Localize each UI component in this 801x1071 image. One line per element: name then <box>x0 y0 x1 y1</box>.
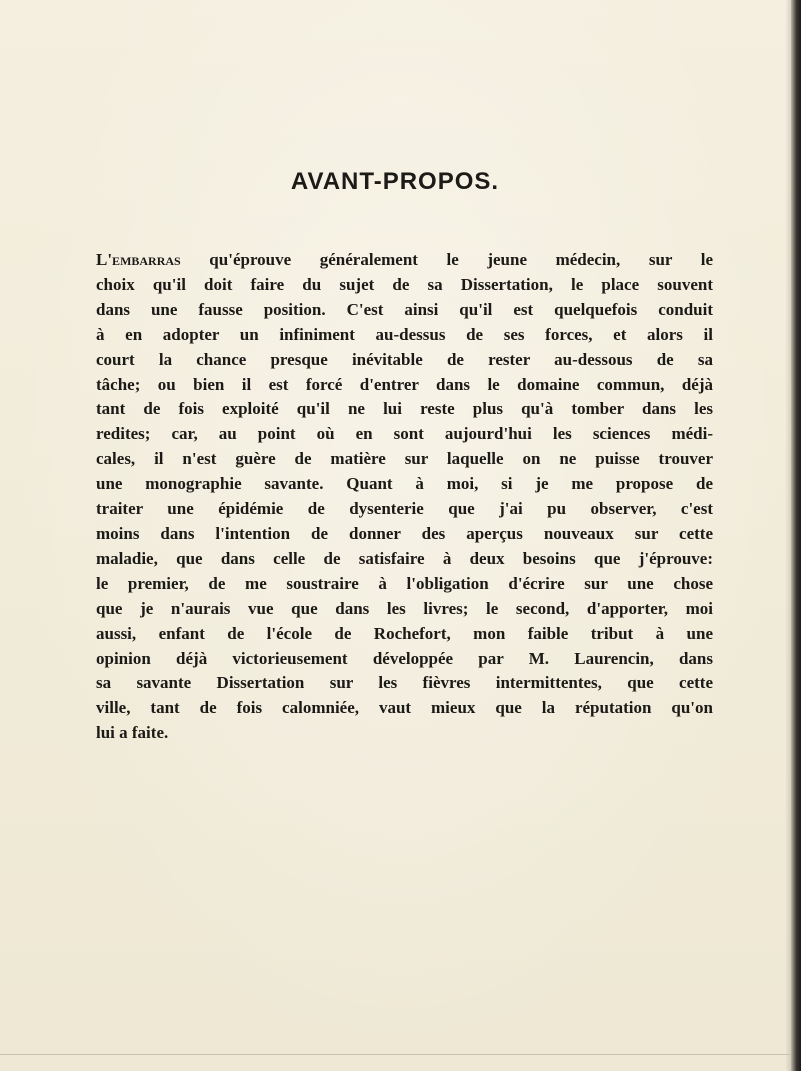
paragraph-line-last: lui a faite. <box>96 723 169 743</box>
paragraph-line: traiter une épidémie de dysenterie que j'ai pu observer, c'est <box>96 499 713 519</box>
page-bottom-edge <box>0 1054 790 1055</box>
paragraph-line: le premier, de me soustraire à l'obligation d'écrire sur une chose <box>96 573 713 593</box>
paragraph-line: choix qu'il doit faire du sujet de sa Dissertation, le place souvent <box>96 274 713 294</box>
page-title: AVANT-PROPOS. <box>290 168 500 195</box>
paragraph-line: maladie, que dans celle de satisfaire à deux besoins que j'éprouve: <box>96 548 713 568</box>
paragraph-line-1 <box>96 248 713 273</box>
paragraph-first-line-rest: qu'éprouve généralement le jeune médecin, sur le <box>180 250 713 269</box>
paragraph-line: aussi, enfant de l'école de Rochefort, mon faible tribut à une <box>96 623 713 643</box>
paragraph-line: ville, tant de fois calomniée, vaut mieux que la réputation qu'on <box>96 698 713 718</box>
paragraph-line: opinion déjà victorieusement développée par M. Laurencin, dans <box>96 648 713 668</box>
paragraph-line: dans une fausse position. C'est ainsi qu'il est quelquefois conduit <box>96 299 713 319</box>
paragraph-line: une monographie savante. Quant à moi, si je me propose de <box>96 474 713 494</box>
paragraph-line: moins dans l'intention de donner des aperçus nouveaux sur cette <box>96 523 713 543</box>
paragraph-line: sa savante Dissertation sur les fièvres intermittentes, que cette <box>96 673 713 693</box>
paragraph-line: tant de fois exploité qu'il ne lui reste plus qu'à tomber dans les <box>96 399 713 419</box>
paragraph-line: que je n'aurais vue que dans les livres; le second, d'apporter, moi <box>96 598 713 618</box>
paragraph-line: tâche; ou bien il est forcé d'entrer dans le domaine commun, déjà <box>96 374 713 394</box>
paragraph-line: court la chance presque inévitable de rester au-dessous de sa <box>96 349 713 369</box>
paragraph-line: à en adopter un infiniment au-dessus de ses forces, et alors il <box>96 324 713 344</box>
body-paragraph <box>96 248 713 746</box>
paragraph-lead-smallcaps: L'embarras <box>96 250 181 269</box>
page-edge <box>791 0 801 1071</box>
paragraph-line: cales, il n'est guère de matière sur laquelle on ne puisse trouver <box>96 449 713 469</box>
paragraph-line: redites; car, au point où en sont aujourd'hui les sciences médi- <box>96 424 713 444</box>
